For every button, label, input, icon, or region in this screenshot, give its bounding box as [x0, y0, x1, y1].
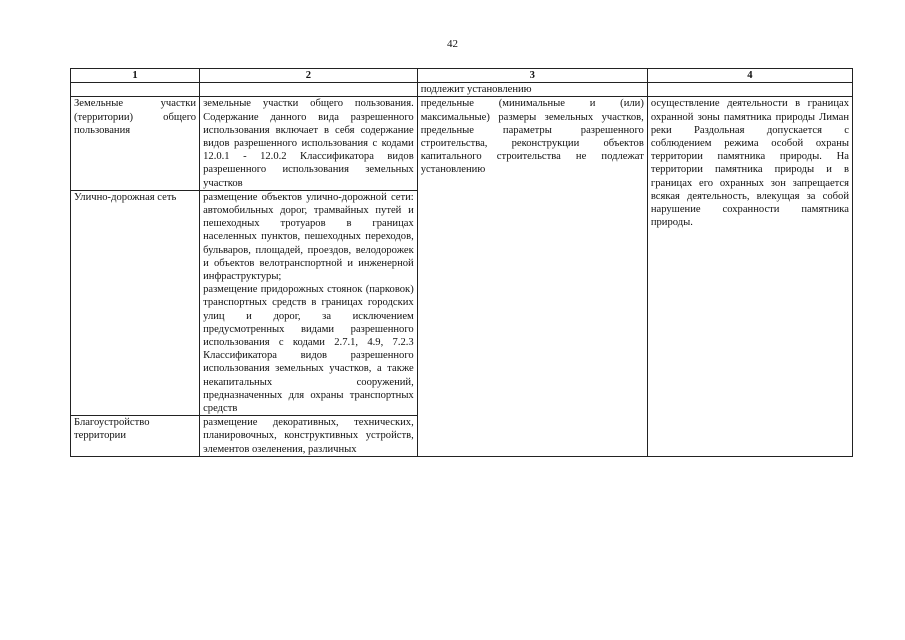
page-number: 42	[447, 38, 458, 50]
header-col-1: 1	[71, 69, 200, 83]
header-col-3: 3	[417, 69, 647, 83]
regulations-table	[70, 68, 853, 457]
continuation-cell-4	[647, 83, 852, 97]
use-type-description: земельные участки общего пользования. Содержание данного вида разрешенного использования включает в себя содержание видов разрешенного использования с кодами 12.0.1 - 12.0.2 Классификатора видов разрешенного использования земельных участков	[200, 97, 418, 190]
continuation-cell-1	[71, 83, 200, 97]
parameters-cell: предельные (минимальные и (или) максимальные) размеры земельных участков, предельные параметры разрешенного строительства, реконструкции объектов капитального строительства не подлежат установлению	[417, 97, 647, 456]
use-type-description	[200, 190, 418, 415]
continuation-cell-3: подлежит установлению	[417, 83, 647, 97]
description-paragraph: размещение придорожных стоянок (парковок) транспортных средств в границах городских улиц и дорог, за исключением предусмотренных видами разрешенного использования с кодами 2.7.1, 4.9, 7.2.3 Классификатора видов разрешенного использования земельных участков, а также некапитальных сооружений, предназначенных для охраны транспортных средств	[203, 284, 414, 415]
use-type-description: размещение декоративных, технических, планировочных, конструктивных устройств, элементов озеленения, различных	[200, 416, 418, 457]
header-col-2: 2	[200, 69, 418, 83]
table-row	[71, 97, 853, 190]
use-type-name: Улично-дорожная сеть	[71, 190, 200, 415]
use-type-name: Земельные участки (территории) общего пользования	[71, 97, 200, 190]
header-col-4: 4	[647, 69, 852, 83]
continuation-cell-2	[200, 83, 418, 97]
description-paragraph: размещение объектов улично-дорожной сети: автомобильных дорог, трамвайных путей и пешеходных тротуаров в границах населенных пунктов, пешеходных переходов, бульваров, площадей, проездов, велодорожек и объектов велотранспортной и инженерной инфраструктуры;	[203, 191, 414, 283]
restrictions-cell: осуществление деятельности в границах охранной зоны памятника природы Лиман реки Раздольная допускается с соблюдением режима особой охраны территории памятника природы. На территории памятника природы и в границах его охранных зон запрещается всякая деятельность, влекущая за собой нарушение сохранности памятника природы.	[647, 97, 852, 456]
continuation-row	[71, 83, 853, 97]
table-header-row	[71, 69, 853, 83]
use-type-name: Благоустройство территории	[71, 416, 200, 457]
